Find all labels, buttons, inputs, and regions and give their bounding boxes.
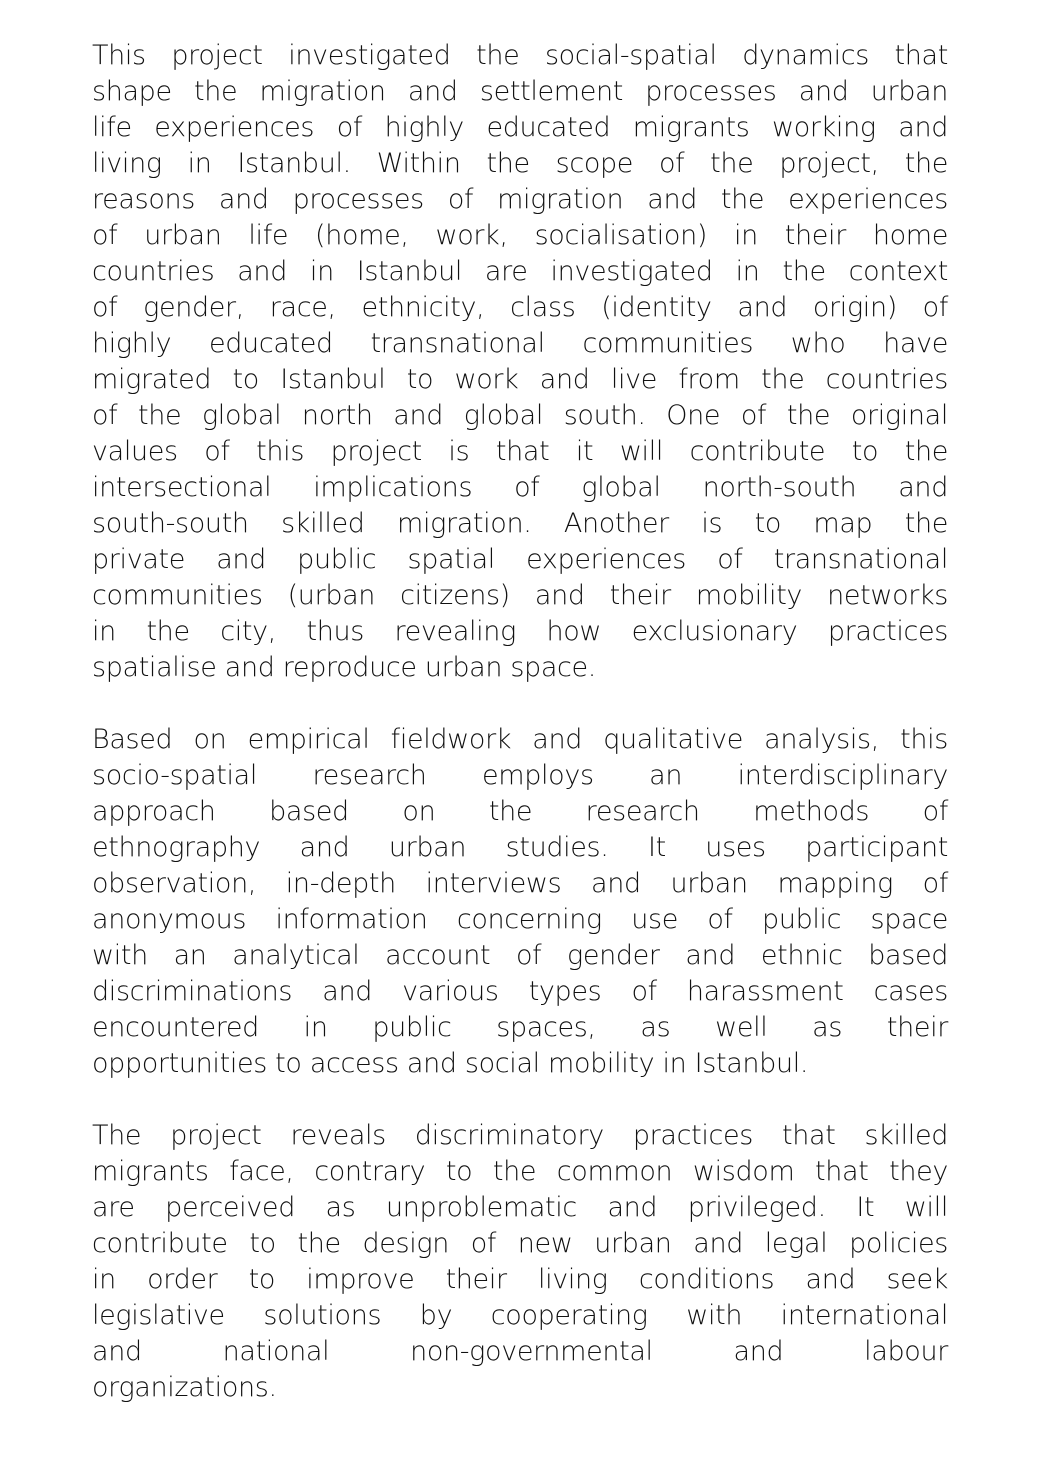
text-line: communities (urban citizens) and their mobility networks bbox=[92, 580, 948, 611]
text-line: socio-spatial research employs an interdisciplinary bbox=[92, 760, 948, 791]
paragraph-outcomes bbox=[92, 1118, 948, 1406]
paragraph-methodology bbox=[92, 722, 948, 1082]
text-line: life experiences of highly educated migrants working and bbox=[92, 112, 948, 143]
text-line: values of this project is that it will contribute to the bbox=[92, 436, 948, 467]
text-line: ethnography and urban studies. It uses participant bbox=[92, 832, 948, 863]
text-line: are perceived as unproblematic and privileged. It will bbox=[92, 1192, 948, 1223]
text-line: shape the migration and settlement processes and urban bbox=[92, 76, 948, 107]
text-line: of the global north and global south. One of the original bbox=[92, 400, 948, 431]
text-line: in order to improve their living conditions and seek bbox=[92, 1264, 948, 1295]
text-line: highly educated transnational communities who have bbox=[92, 328, 948, 359]
text-line: Based on empirical fieldwork and qualitative analysis, this bbox=[92, 724, 948, 755]
text-line: observation, in-depth interviews and urban mapping of bbox=[92, 868, 948, 899]
text-line: living in Istanbul. Within the scope of the project, the bbox=[92, 148, 948, 179]
text-line: private and public spatial experiences of transnational bbox=[92, 544, 948, 575]
text-line: and national non-governmental and labour bbox=[92, 1336, 948, 1367]
document-body bbox=[92, 38, 948, 1442]
text-line: contribute to the design of new urban and legal policies bbox=[92, 1228, 948, 1259]
text-line: discriminations and various types of harassment cases bbox=[92, 976, 948, 1007]
text-line: of urban life (home, work, socialisation) in their home bbox=[92, 220, 948, 251]
paragraph-project-overview bbox=[92, 38, 948, 686]
text-line: encountered in public spaces, as well as their bbox=[92, 1012, 948, 1043]
text-line: intersectional implications of global north-south and bbox=[92, 472, 948, 503]
text-line: migrated to Istanbul to work and live from the countries bbox=[92, 364, 948, 395]
text-line: countries and in Istanbul are investigated in the context bbox=[92, 256, 948, 287]
text-line: migrants face, contrary to the common wisdom that they bbox=[92, 1156, 948, 1187]
text-line: opportunities to access and social mobility in Istanbul. bbox=[92, 1048, 809, 1079]
text-line: spatialise and reproduce urban space. bbox=[92, 652, 597, 683]
text-line: anonymous information concerning use of public space bbox=[92, 904, 948, 935]
text-line: This project investigated the social-spatial dynamics that bbox=[92, 40, 948, 71]
text-line: reasons and processes of migration and the experiences bbox=[92, 184, 948, 215]
text-line: in the city, thus revealing how exclusionary practices bbox=[92, 616, 948, 647]
text-line: with an analytical account of gender and ethnic based bbox=[92, 940, 948, 971]
text-line: legislative solutions by cooperating with international bbox=[92, 1300, 948, 1331]
text-line: south-south skilled migration. Another is to map the bbox=[92, 508, 948, 539]
text-line: organizations. bbox=[92, 1372, 277, 1403]
text-line: The project reveals discriminatory practices that skilled bbox=[92, 1120, 948, 1151]
text-line: approach based on the research methods of bbox=[92, 796, 948, 827]
text-line: of gender, race, ethnicity, class (identity and origin) of bbox=[92, 292, 948, 323]
